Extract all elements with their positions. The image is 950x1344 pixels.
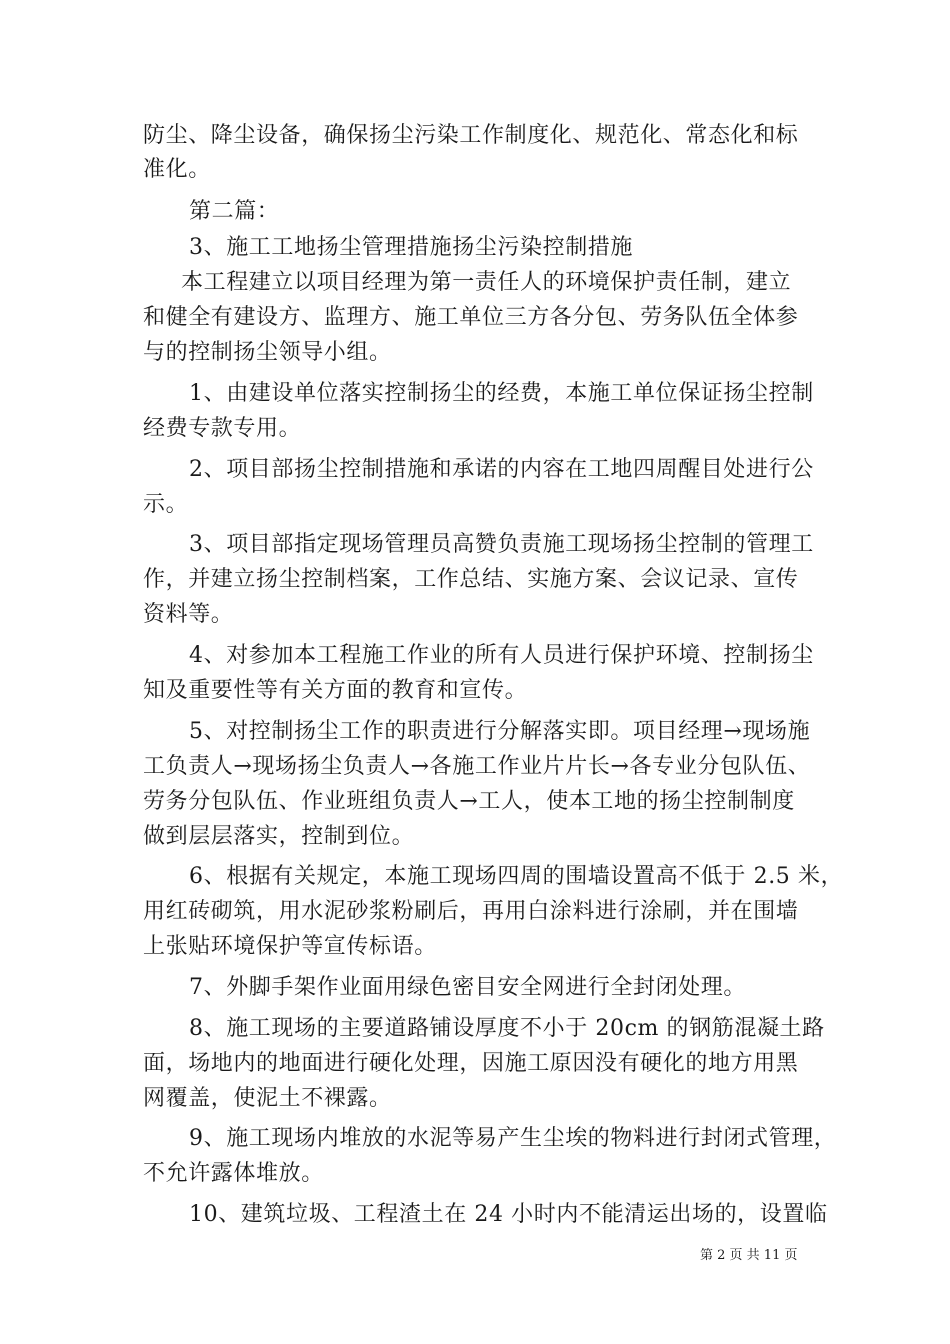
text-line-7: 与的控制扬尘领导小组。 — [143, 340, 392, 365]
section-heading: 第二篇： — [189, 199, 280, 224]
text-line-30: 10、建筑垃圾、工程渣土在 24 小时内不能清运出场的，设置临 — [189, 1202, 828, 1227]
text-line-16: 知及重要性等有关方面的教育和宣传。 — [143, 678, 528, 703]
text-line-17: 5、对控制扬尘工作的职责进行分解落实即。项目经理→现场施 — [189, 719, 811, 744]
text-line-28: 9、施工现场内堆放的水泥等易产生尘埃的物料进行封闭式管理， — [189, 1126, 837, 1151]
text-line-14: 资料等。 — [143, 602, 234, 627]
subsection-heading: 3、施工工地扬尘管理措施扬尘污染控制措施 — [189, 235, 633, 260]
text-line-20: 做到层层落实，控制到位。 — [143, 824, 415, 849]
text-line-29: 不允许露体堆放。 — [143, 1161, 324, 1186]
text-line-25: 8、施工现场的主要道路铺设厚度不小于 20cm 的钢筋混凝土路 — [189, 1016, 825, 1041]
text-line-10: 2、项目部扬尘控制措施和承诺的内容在工地四周醒目处进行公 — [189, 457, 814, 482]
text-line-6: 和健全有建设方、监理方、施工单位三方各分包、劳务队伍全体参 — [143, 305, 799, 330]
text-line-21: 6、根据有关规定，本施工现场四周的围墙设置高不低于 2.5 米， — [189, 864, 844, 889]
text-line-11: 示。 — [143, 492, 189, 517]
text-line-22: 用红砖砌筑，用水泥砂浆粉刷后，再用白涂料进行涂刷，并在围墙 — [143, 899, 799, 924]
text-line-18: 工负责人→现场扬尘负责人→各施工作业片片长→各专业分包队伍、 — [143, 754, 811, 779]
text-line-8: 1、由建设单位落实控制扬尘的经费，本施工单位保证扬尘控制 — [189, 381, 814, 406]
text-line-12: 3、项目部指定现场管理员高赞负责施工现场扬尘控制的管理工 — [189, 532, 814, 557]
page-number-footer: 第 2 页 共 11 页 — [700, 1248, 798, 1263]
text-line-23: 上张贴环境保护等宣传标语。 — [143, 934, 437, 959]
text-line-27: 网覆盖，使泥土不裸露。 — [143, 1086, 392, 1111]
text-line-5: 本工程建立以项目经理为第一责任人的环境保护责任制，建立 — [181, 270, 792, 295]
text-line-15: 4、对参加本工程施工作业的所有人员进行保护环境、控制扬尘 — [189, 643, 814, 668]
text-line-1: 防尘、降尘设备，确保扬尘污染工作制度化、规范化、常态化和标 — [143, 123, 799, 148]
text-line-19: 劳务分包队伍、作业班组负责人→工人，使本工地的扬尘控制制度 — [143, 789, 795, 814]
text-line-2: 准化。 — [143, 157, 211, 182]
text-line-26: 面，场地内的地面进行硬化处理，因施工原因没有硬化的地方用黑 — [143, 1051, 799, 1076]
text-line-9: 经费专款专用。 — [143, 416, 302, 441]
text-line-13: 作，并建立扬尘控制档案，工作总结、实施方案、会议记录、宣传 — [143, 567, 799, 592]
text-line-24: 7、外脚手架作业面用绿色密目安全网进行全封闭处理。 — [189, 975, 746, 1000]
